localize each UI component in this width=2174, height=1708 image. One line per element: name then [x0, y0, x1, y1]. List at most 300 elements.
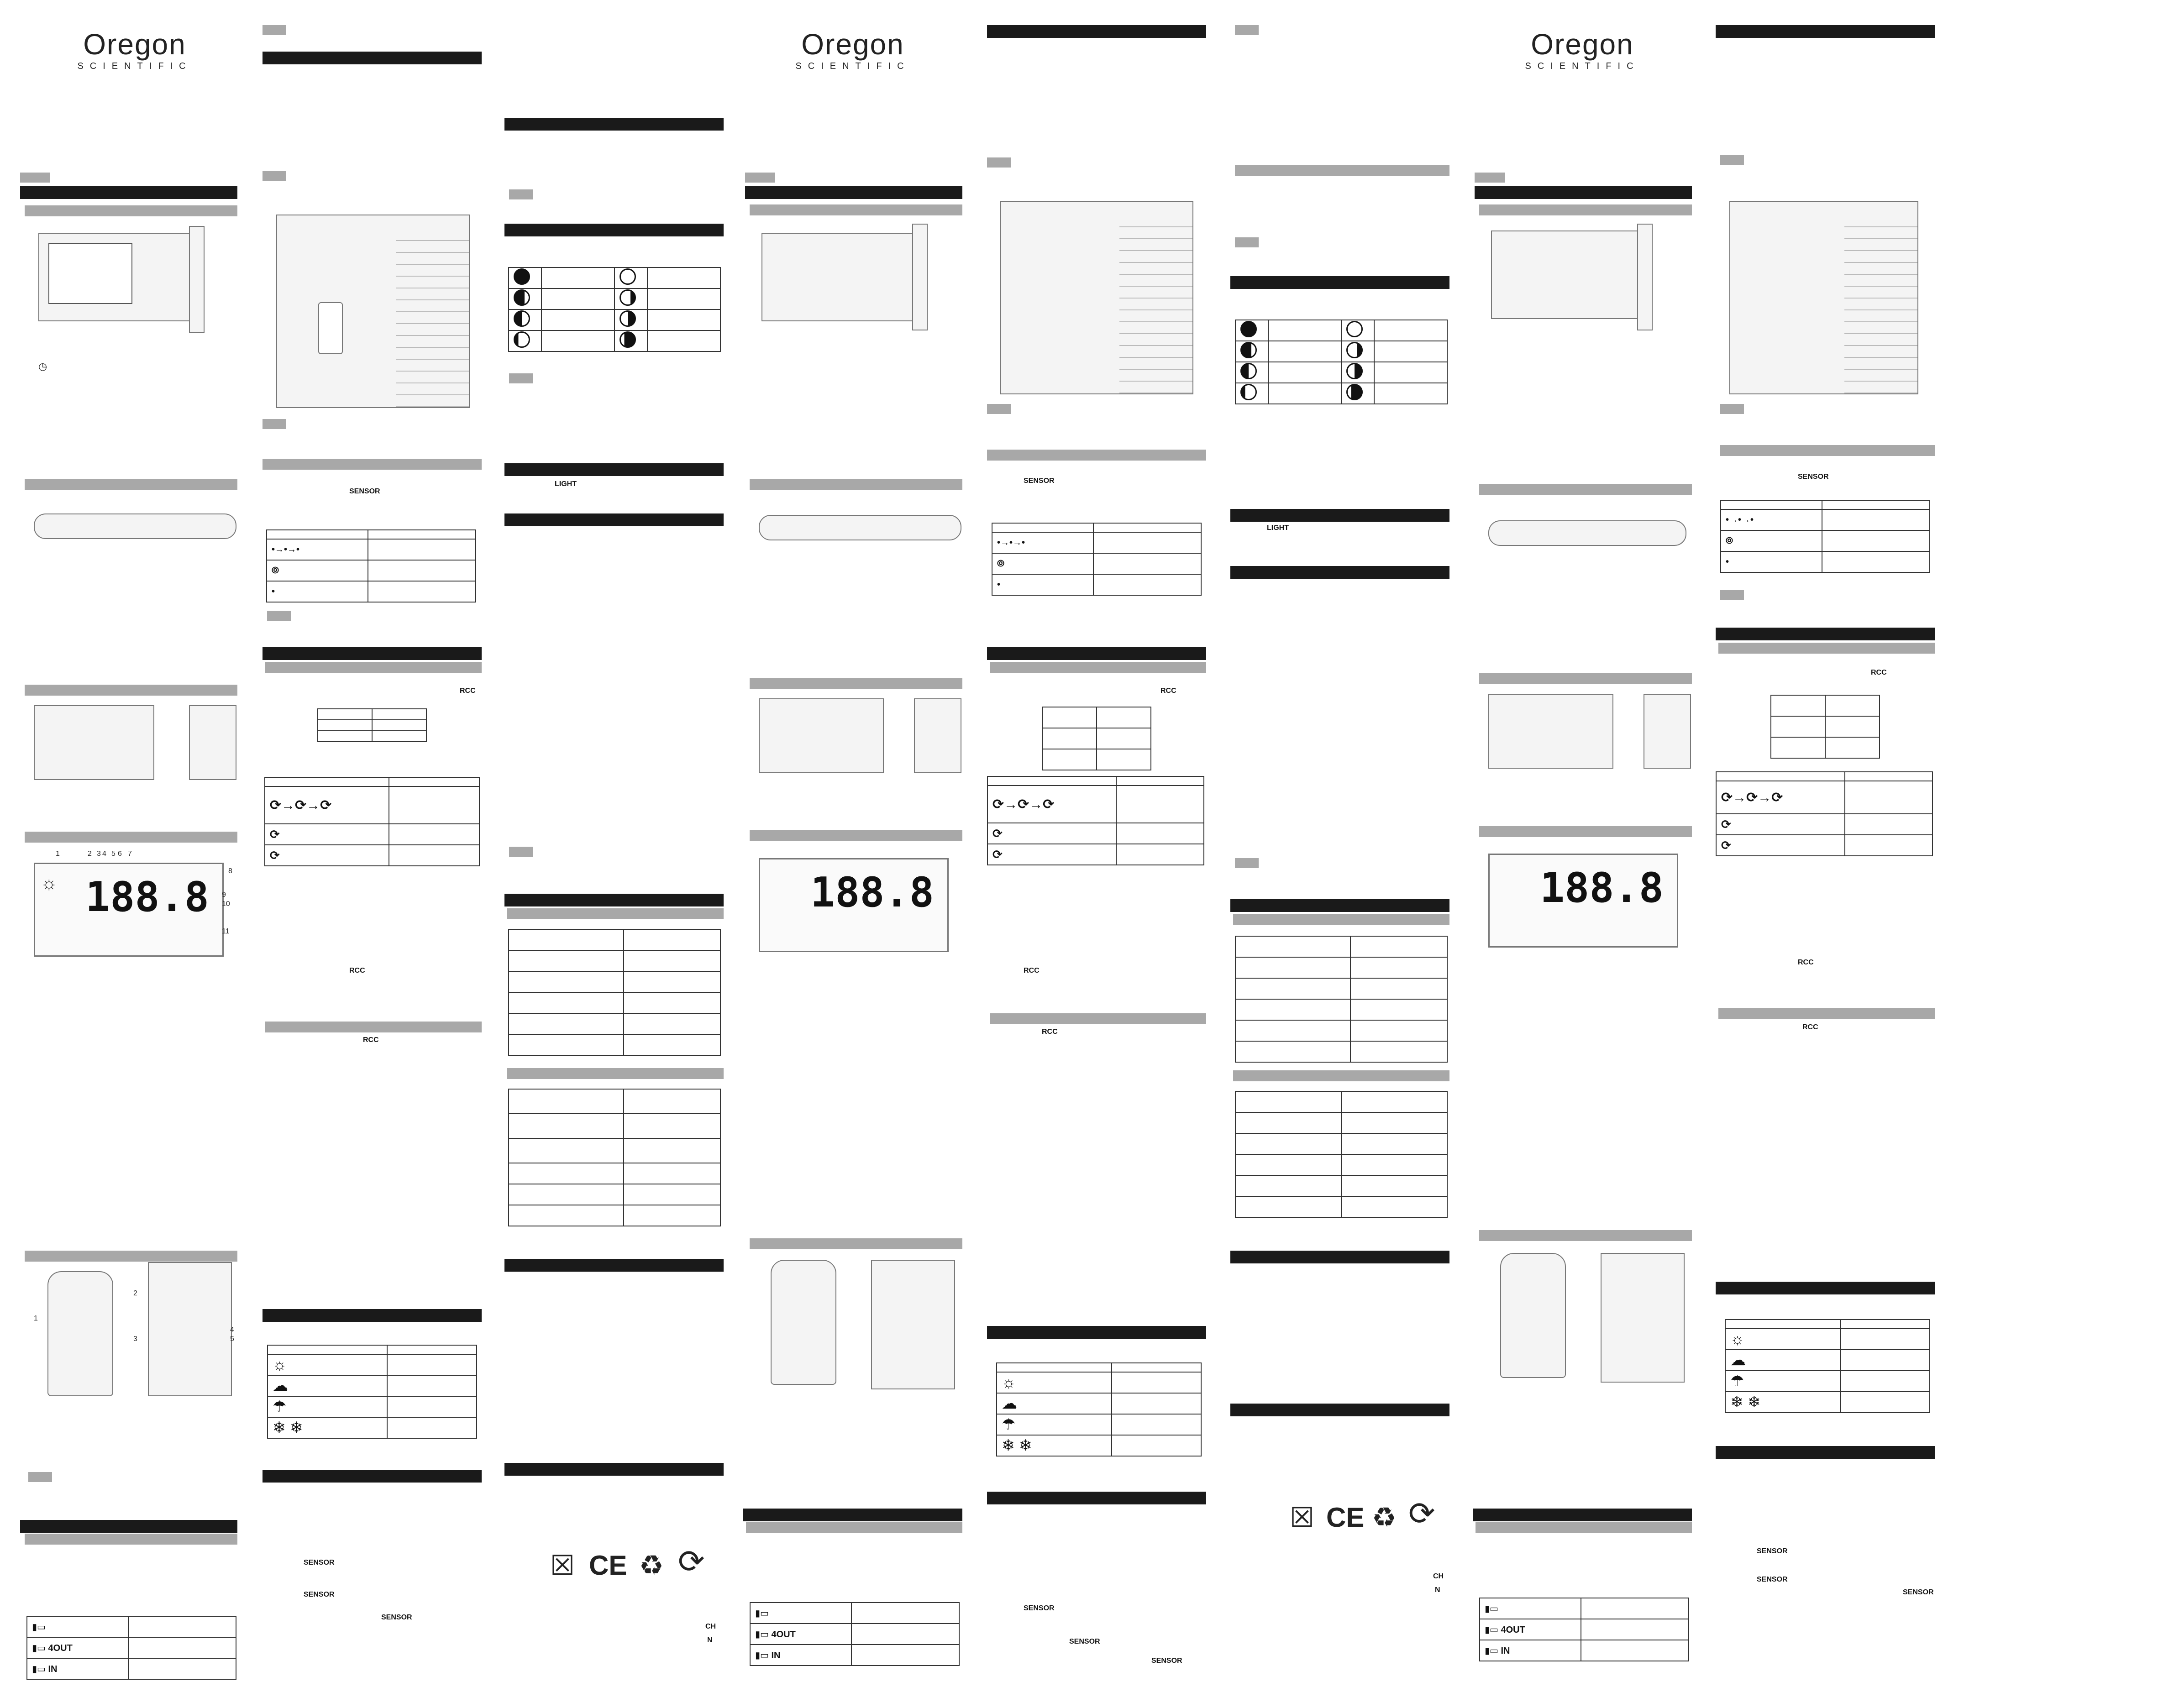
- battery-icon: ▮▭: [32, 1664, 48, 1674]
- subsection-bar: [750, 830, 962, 841]
- table-row: [509, 1114, 720, 1138]
- table-cell: [1268, 383, 1341, 404]
- table-row: [1235, 1041, 1447, 1062]
- table-row: [992, 523, 1201, 532]
- table-cell: [1350, 1020, 1447, 1041]
- table-cell: [1840, 1392, 1930, 1413]
- subsection-bar: [25, 685, 237, 696]
- table-cell: [1840, 1371, 1930, 1392]
- table-cell: [1822, 500, 1930, 509]
- light-button-label: LIGHT: [555, 480, 577, 488]
- table-cell: [1042, 728, 1097, 749]
- table-cell: [1093, 532, 1201, 553]
- table-row: [509, 1205, 720, 1226]
- table-cell: [1845, 781, 1932, 814]
- table-cell: [1116, 776, 1204, 786]
- rcc-button-label: RCC: [1024, 967, 1040, 975]
- sensor-button-label: SENSOR: [1903, 1588, 1934, 1596]
- table-cell: [1374, 383, 1447, 404]
- table-cell: [1097, 707, 1151, 728]
- rcc-button-label: RCC: [1802, 1023, 1818, 1031]
- section-heading-bar: [504, 1259, 724, 1272]
- table-row: [992, 553, 1201, 574]
- table-cell: [1112, 1372, 1201, 1393]
- lcd-display-diagram: [1488, 854, 1678, 948]
- note-tag: [1720, 590, 1744, 600]
- page-column-3: [504, 0, 724, 1708]
- table-row: [1480, 1598, 1689, 1619]
- table-cell: [268, 1345, 387, 1354]
- table-row: [1235, 999, 1447, 1020]
- signal-found-icon: ⦾: [267, 560, 368, 581]
- table-cell: [1350, 957, 1447, 978]
- brand-wordmark: Oregon: [83, 28, 186, 61]
- channel-desc: [1581, 1619, 1689, 1640]
- note-tag: [263, 25, 286, 35]
- table-cell: [509, 1184, 624, 1205]
- section-heading-bar: [1716, 1446, 1935, 1459]
- weee-bin-icon: ☒: [550, 1550, 575, 1581]
- note-tag: [509, 189, 533, 199]
- recycle-icon: ♻: [639, 1550, 664, 1581]
- table-cell: [541, 309, 614, 330]
- table-cell: [1097, 728, 1151, 749]
- table-cell: [1116, 844, 1204, 865]
- channel-label: IN: [48, 1664, 58, 1674]
- subsection-bar: [507, 1068, 724, 1079]
- mounting-wall-illustration: [1000, 201, 1193, 394]
- remote-sensor-front-illustration: [1500, 1253, 1566, 1378]
- table-cell: [387, 1345, 477, 1354]
- table-row: [1771, 695, 1880, 716]
- table-row: [1042, 749, 1151, 770]
- subsection-bar: [987, 450, 1206, 461]
- table-row: [997, 1435, 1201, 1456]
- moon-phase-table: [508, 267, 721, 352]
- table-row: [268, 1345, 477, 1354]
- table-cell: [509, 1138, 624, 1163]
- channel-table: [1479, 1598, 1689, 1661]
- table-row: [1235, 957, 1447, 978]
- table-row: [997, 1393, 1201, 1414]
- rcc-country-table: [317, 708, 427, 742]
- channel-label: IN: [1501, 1645, 1510, 1656]
- callout-4: 4: [102, 850, 106, 858]
- weather-forecast-table: [267, 1345, 477, 1439]
- battery-cover-illustration: [914, 698, 961, 773]
- signal-lost-icon: •: [267, 581, 368, 602]
- table-cell: [1235, 978, 1350, 999]
- table-row: [987, 823, 1204, 844]
- section-heading-bar: [1716, 628, 1935, 640]
- cloudy-icon: ☁: [1725, 1350, 1840, 1371]
- table-row: [268, 1354, 477, 1375]
- brand-logo: [75, 27, 194, 72]
- section-heading-bar: [987, 1326, 1206, 1339]
- section-heading-bar: [1230, 566, 1449, 579]
- table-cell: [1235, 1020, 1350, 1041]
- table-row: [1235, 383, 1447, 404]
- table-row: [267, 539, 476, 560]
- brand-subtitle: SCIENTIFIC: [795, 61, 910, 71]
- table-cell: [624, 971, 720, 992]
- spec-table-2: [1235, 1091, 1448, 1218]
- table-cell: [1235, 957, 1350, 978]
- table-cell: [1042, 707, 1097, 728]
- table-cell: [1771, 716, 1825, 737]
- table-cell: [1112, 1363, 1201, 1372]
- table-row: [27, 1616, 236, 1637]
- table-row: [27, 1658, 236, 1679]
- table-cell: [1235, 1041, 1350, 1062]
- note-tag: [263, 171, 286, 181]
- section-heading-bar: [20, 186, 237, 199]
- table-cell: [1235, 1154, 1341, 1175]
- sensor-callout-2: 2: [133, 1289, 137, 1297]
- table-row: [509, 1034, 720, 1055]
- side-buttons-illustration: [912, 224, 928, 330]
- callout-11: 11: [222, 927, 230, 935]
- table-row: [1235, 362, 1447, 383]
- table-cell: [1042, 749, 1097, 770]
- sensor-button-label: SENSOR: [1024, 477, 1055, 485]
- subsection-bar: [746, 1522, 962, 1533]
- table-cell: [267, 530, 368, 539]
- table-cell: [624, 1205, 720, 1226]
- table-cell: [318, 731, 372, 742]
- signal-search-icon: •→•→•: [992, 532, 1093, 553]
- table-cell: [368, 581, 476, 602]
- moon-phase-icon: [1341, 362, 1374, 383]
- note-tag: [1235, 858, 1259, 868]
- table-cell: [318, 720, 372, 731]
- table-cell: [1771, 695, 1825, 716]
- table-cell: [372, 709, 426, 720]
- subsection-bar: [507, 908, 724, 919]
- sensor-button-label: SENSOR: [1024, 1604, 1055, 1612]
- table-cell: [387, 1396, 477, 1417]
- table-cell: [647, 267, 720, 288]
- table-cell: [1093, 574, 1201, 595]
- table-row: [1235, 341, 1447, 362]
- ch-mark: CH: [705, 1623, 716, 1630]
- ch-mark: CH: [1433, 1572, 1444, 1580]
- sunny-icon: ☼: [997, 1372, 1112, 1393]
- subsection-bar: [750, 1238, 962, 1249]
- table-cell: [1341, 1133, 1447, 1154]
- channel-cell: ▮▭ IN: [750, 1645, 851, 1666]
- table-cell: [647, 288, 720, 309]
- table-row: [750, 1603, 959, 1624]
- table-cell: [1716, 772, 1845, 781]
- light-button-label: LIGHT: [1267, 524, 1289, 532]
- mounting-wall-illustration: [276, 215, 470, 408]
- callout-7: 7: [128, 850, 132, 858]
- table-cell: [1845, 814, 1932, 835]
- rcc-button-label: RCC: [363, 1036, 379, 1044]
- moon-phase-icon: [509, 309, 541, 330]
- spec-table-2: [508, 1089, 721, 1226]
- language-tab: [745, 173, 775, 183]
- signal-search-icon: •→•→•: [267, 539, 368, 560]
- table-cell: [624, 929, 720, 950]
- page-column-5: [987, 0, 1206, 1708]
- table-row: [1771, 716, 1880, 737]
- clock-icon: ◷: [38, 361, 47, 372]
- table-cell: [509, 971, 624, 992]
- sensor-button-label: SENSOR: [1757, 1547, 1788, 1555]
- table-cell: [624, 1114, 720, 1138]
- subsection-bar: [1479, 673, 1692, 684]
- rcc-searching-icon: ⟳→⟳→⟳: [987, 786, 1116, 823]
- moon-phase-icon: [509, 288, 541, 309]
- table-row: [987, 844, 1204, 865]
- table-row: [267, 560, 476, 581]
- rcc-failed-icon: ⟳: [1716, 835, 1845, 856]
- sensor-callout-3: 3: [133, 1335, 137, 1343]
- section-heading-bar: [263, 52, 482, 64]
- channel-cell: ▮▭ IN: [1480, 1640, 1581, 1661]
- remote-sensor-back-illustration: [1601, 1253, 1685, 1383]
- table-cell: [541, 288, 614, 309]
- table-cell: [1112, 1393, 1201, 1414]
- table-row: [997, 1414, 1201, 1435]
- table-cell: [1341, 1196, 1447, 1217]
- table-cell: [389, 824, 479, 845]
- table-row: [1771, 737, 1880, 758]
- table-cell: [509, 1114, 624, 1138]
- subsection-bar: [750, 204, 962, 215]
- snowy-icon: ❄ ❄: [1725, 1392, 1840, 1413]
- table-row: [1725, 1371, 1930, 1392]
- section-heading-bar: [1230, 1251, 1449, 1263]
- table-cell: [1771, 737, 1825, 758]
- subsection-bar: [25, 479, 237, 490]
- sensor-button-label: SENSOR: [349, 487, 380, 495]
- signal-lost-icon: •: [1721, 551, 1822, 572]
- table-cell: [372, 720, 426, 731]
- subsection-bar: [265, 1022, 482, 1032]
- moon-phase-icon: [1341, 341, 1374, 362]
- table-row: [509, 267, 720, 288]
- table-row: [1725, 1320, 1930, 1329]
- table-cell: [1235, 999, 1350, 1020]
- section-heading-bar: [1230, 509, 1449, 522]
- section-heading-bar: [1230, 276, 1449, 289]
- table-cell: [1845, 835, 1932, 856]
- side-buttons-illustration: [1637, 224, 1653, 330]
- rcc-searching-icon: ⟳→⟳→⟳: [265, 786, 389, 824]
- remote-sensor-back-illustration: [148, 1262, 232, 1396]
- subsection-bar: [990, 662, 1206, 673]
- channel-cell: ▮▭ 4OUT: [1480, 1619, 1581, 1640]
- table-row: [1235, 320, 1447, 341]
- table-row: [997, 1372, 1201, 1393]
- table-cell: [624, 1034, 720, 1055]
- subsection-bar: [1718, 643, 1935, 654]
- callout-5: 5: [111, 850, 116, 858]
- page-column-6: [1230, 0, 1449, 1708]
- table-row: [27, 1637, 236, 1658]
- table-cell: [1235, 1196, 1341, 1217]
- table-row: [509, 929, 720, 950]
- moon-phase-icon: [1235, 341, 1268, 362]
- table-row: [997, 1363, 1201, 1372]
- table-row: [509, 950, 720, 971]
- rcc-received-icon: ⟳: [987, 823, 1116, 844]
- table-cell: [624, 1089, 720, 1114]
- sensor-button-label: SENSOR: [1151, 1657, 1182, 1665]
- battery-icon: ▮▭: [1480, 1598, 1581, 1619]
- table-row: [1716, 814, 1932, 835]
- table-cell: [387, 1354, 477, 1375]
- sensor-button-label: SENSOR: [1069, 1638, 1100, 1645]
- rcc-country-table: [1770, 695, 1880, 759]
- sunny-icon: ☼: [268, 1354, 387, 1375]
- table-row: [750, 1624, 959, 1645]
- table-row: [987, 776, 1204, 786]
- green-dot-icon: ⟳: [1408, 1496, 1435, 1531]
- table-cell: [509, 992, 624, 1013]
- table-cell: [1112, 1414, 1201, 1435]
- page-column-2: [263, 0, 482, 1708]
- rcc-failed-icon: ⟳: [265, 845, 389, 866]
- recycle-icon: ♻: [1372, 1502, 1397, 1533]
- table-cell: [1235, 1175, 1341, 1196]
- rcc-button-label: RCC: [1161, 687, 1176, 695]
- table-cell: [368, 560, 476, 581]
- table-row: [509, 971, 720, 992]
- moon-phase-table: [1235, 320, 1448, 404]
- rcc-reception-table: [987, 776, 1204, 865]
- remote-sensor-back-illustration: [871, 1260, 955, 1389]
- subsection-bar: [1718, 1008, 1935, 1019]
- table-row: [992, 532, 1201, 553]
- table-cell: [1235, 1112, 1341, 1133]
- section-heading-bar: [745, 186, 962, 199]
- channel-label: 4OUT: [1501, 1624, 1525, 1635]
- table-row: [1235, 978, 1447, 999]
- channel-desc: [851, 1624, 959, 1645]
- n-mark: N: [707, 1636, 713, 1644]
- callout-1: 1: [56, 850, 60, 858]
- rcc-reception-table: [264, 777, 480, 866]
- table-row: [1235, 936, 1447, 957]
- signal-strength-table: [1720, 500, 1930, 573]
- battery-cover-illustration: [189, 705, 236, 780]
- channel-table: [26, 1616, 236, 1680]
- sensor-callout-5: 5: [230, 1335, 234, 1343]
- note-tag: [509, 847, 533, 857]
- table-row: [1042, 728, 1151, 749]
- table-row: [1235, 1175, 1447, 1196]
- lcd-digits: 188.8: [1540, 864, 1664, 912]
- table-cell: [387, 1417, 477, 1438]
- channel-desc: [851, 1645, 959, 1666]
- sensor-button-label: SENSOR: [304, 1591, 335, 1598]
- table-row: [509, 309, 720, 330]
- weather-forecast-table: [1725, 1319, 1930, 1413]
- table-row: [318, 720, 426, 731]
- section-heading-bar: [20, 1520, 237, 1533]
- table-row: [1480, 1640, 1689, 1661]
- table-row: [987, 786, 1204, 823]
- subsection-bar: [1233, 1070, 1449, 1081]
- moon-phase-icon: [1235, 383, 1268, 404]
- moon-phase-icon: [614, 330, 647, 351]
- sensor-callout-4: 4: [230, 1326, 234, 1334]
- note-tag: [267, 611, 291, 621]
- rcc-received-icon: ⟳: [265, 824, 389, 845]
- moon-phase-icon: [1235, 362, 1268, 383]
- table-row: [268, 1396, 477, 1417]
- table-cell: [1097, 749, 1151, 770]
- callout-2: 2: [88, 850, 92, 858]
- subsection-bar: [1479, 484, 1692, 495]
- language-tab: [20, 173, 50, 183]
- signal-strength-table: [992, 523, 1202, 596]
- section-heading-bar: [987, 1492, 1206, 1504]
- table-cell: [987, 776, 1116, 786]
- table-row: [1235, 1091, 1447, 1112]
- table-cell: [997, 1363, 1112, 1372]
- channel-desc: [1581, 1598, 1689, 1619]
- weee-bin-icon: ☒: [1290, 1502, 1314, 1533]
- table-cell: [1725, 1320, 1840, 1329]
- table-cell: [1374, 320, 1447, 341]
- moon-phase-icon: [614, 288, 647, 309]
- battery-icon: ▮▭: [750, 1603, 851, 1624]
- table-cell: [1825, 716, 1880, 737]
- sun-icon: ☼: [41, 873, 58, 893]
- table-row: [265, 845, 479, 866]
- table-row: [1725, 1329, 1930, 1350]
- note-tag: [987, 157, 1011, 168]
- channel-label: IN: [771, 1650, 781, 1661]
- callout-10: 10: [222, 900, 230, 908]
- table-cell: [1350, 936, 1447, 957]
- table-cell: [1845, 772, 1932, 781]
- table-cell: [1268, 362, 1341, 383]
- signal-lost-icon: •: [992, 574, 1093, 595]
- table-row: [509, 992, 720, 1013]
- table-row: [992, 574, 1201, 595]
- table-cell: [624, 950, 720, 971]
- moon-phase-icon: [1235, 320, 1268, 341]
- table-row: [1042, 707, 1151, 728]
- rcc-button-label: RCC: [1871, 669, 1887, 676]
- section-heading-bar: [504, 224, 724, 236]
- channel-table: [750, 1602, 960, 1666]
- table-row: [509, 1184, 720, 1205]
- signal-strength-table: [266, 529, 476, 603]
- section-heading-bar: [987, 647, 1206, 660]
- mounting-wall-illustration: [1729, 201, 1918, 394]
- battery-icon: ▮▭: [27, 1616, 128, 1637]
- table-cell: [624, 1184, 720, 1205]
- table-row: [1235, 1133, 1447, 1154]
- lcd-display-diagram: [759, 858, 949, 952]
- brand-wordmark: Oregon: [1531, 28, 1634, 61]
- note-tag: [1720, 155, 1744, 165]
- channel-label: [128, 1616, 236, 1637]
- note-tag: [987, 404, 1011, 414]
- table-row: [509, 1013, 720, 1034]
- table-cell: [624, 1138, 720, 1163]
- ce-mark-icon: CE: [1326, 1502, 1365, 1533]
- table-row: [1721, 551, 1930, 572]
- snowy-icon: ❄ ❄: [997, 1435, 1112, 1456]
